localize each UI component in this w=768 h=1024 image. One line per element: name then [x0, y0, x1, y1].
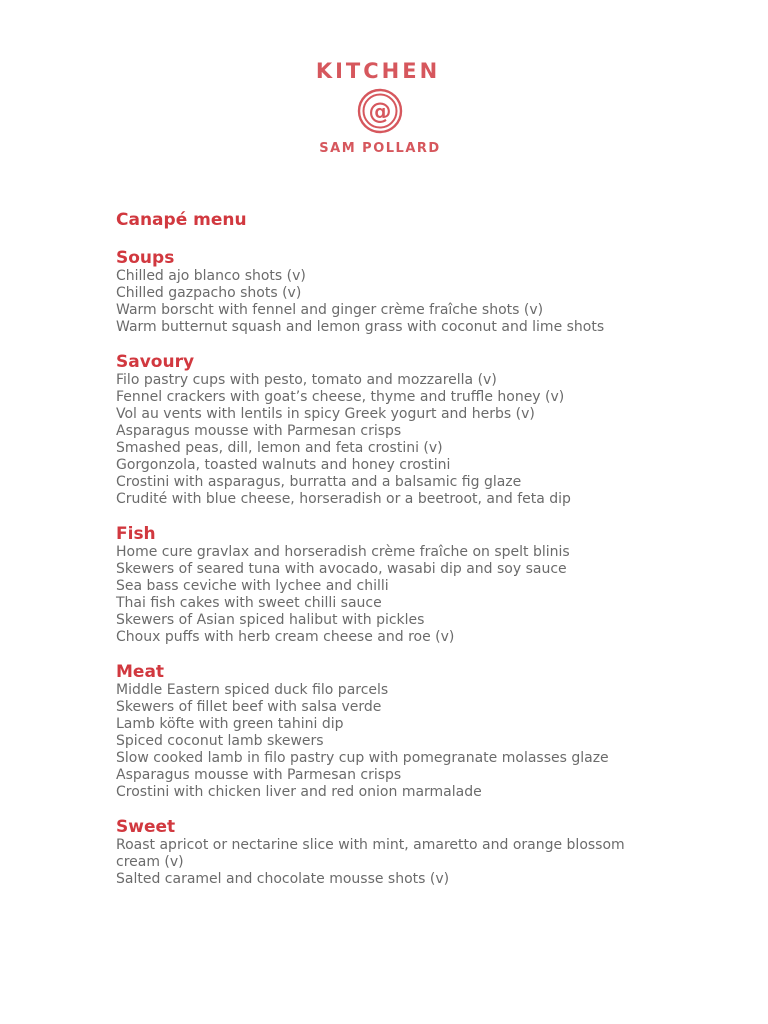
section-savoury	[116, 352, 636, 508]
menu-item: Crostini with chicken liver and red onion marmalade	[116, 784, 482, 800]
menu-item: Fennel crackers with goat’s cheese, thyme and truffle honey (v)	[116, 389, 565, 405]
logo-at-badge	[359, 90, 401, 132]
kitchen-logo	[300, 58, 456, 158]
section-soups	[116, 248, 636, 336]
menu-item: Asparagus mousse with Parmesan crisps	[116, 767, 402, 783]
logo-sam-pollard-text: SAM POLLARD	[319, 141, 441, 156]
menu-item: Gorgonzola, toasted walnuts and honey crostini	[116, 457, 451, 473]
menu-item: Filo pastry cups with pesto, tomato and mozzarella (v)	[116, 372, 497, 388]
menu-item: Choux puffs with herb cream cheese and roe (v)	[116, 629, 455, 645]
menu-item: Middle Eastern spiced duck filo parcels	[116, 682, 389, 698]
menu-item: Slow cooked lamb in filo pastry cup with pomegranate molasses glaze	[116, 750, 609, 766]
menu-item: Chilled gazpacho shots (v)	[116, 285, 302, 301]
menu-item: Spiced coconut lamb skewers	[116, 733, 324, 749]
section-title: Soups	[116, 248, 175, 268]
section-title: Sweet	[116, 817, 176, 837]
menu-item: Vol au vents with lentils in spicy Greek yogurt and herbs (v)	[116, 406, 535, 422]
menu-item: Chilled ajo blanco shots (v)	[116, 268, 306, 284]
logo-kitchen-text: KITCHEN	[315, 59, 441, 83]
menu-item: Smashed peas, dill, lemon and feta crostini (v)	[116, 440, 443, 456]
menu-item: Thai fish cakes with sweet chilli sauce	[116, 595, 382, 611]
item-list	[116, 837, 636, 888]
menu-item: Warm butternut squash and lemon grass with coconut and lime shots	[116, 319, 605, 335]
menu-content	[116, 208, 636, 904]
menu-item: Warm borscht with fennel and ginger crème fraîche shots (v)	[116, 302, 544, 318]
menu-item: Lamb köfte with green tahini dip	[116, 716, 344, 732]
item-list	[116, 682, 636, 801]
section-fish	[116, 524, 636, 646]
menu-item: Crudité with blue cheese, horseradish or a beetroot, and feta dip	[116, 491, 571, 507]
menu-item: Roast apricot or nectarine slice with mint, amaretto and orange blossom cream (v)	[116, 837, 625, 870]
item-list	[116, 544, 636, 646]
menu-item: Salted caramel and chocolate mousse shots (v)	[116, 871, 450, 887]
menu-item: Skewers of seared tuna with avocado, wasabi dip and soy sauce	[116, 561, 567, 577]
item-list	[116, 268, 636, 336]
item-list	[116, 372, 636, 508]
menu-item: Crostini with asparagus, burratta and a balsamic fig glaze	[116, 474, 522, 490]
section-title: Savoury	[116, 352, 195, 372]
menu-item: Skewers of fillet beef with salsa verde	[116, 699, 382, 715]
section-title: Fish	[116, 524, 156, 544]
menu-item: Asparagus mousse with Parmesan crisps	[116, 423, 402, 439]
logo-at-symbol: @	[368, 99, 392, 125]
menu-item: Skewers of Asian spiced halibut with pickles	[116, 612, 425, 628]
section-title: Meat	[116, 662, 165, 682]
menu-item: Home cure gravlax and horseradish crème fraîche on spelt blinis	[116, 544, 570, 560]
menu-item: Sea bass ceviche with lychee and chilli	[116, 578, 389, 594]
logo-graphic	[300, 58, 456, 158]
page-title: Canapé menu	[116, 210, 247, 230]
section-meat	[116, 662, 636, 801]
section-sweet	[116, 817, 636, 888]
